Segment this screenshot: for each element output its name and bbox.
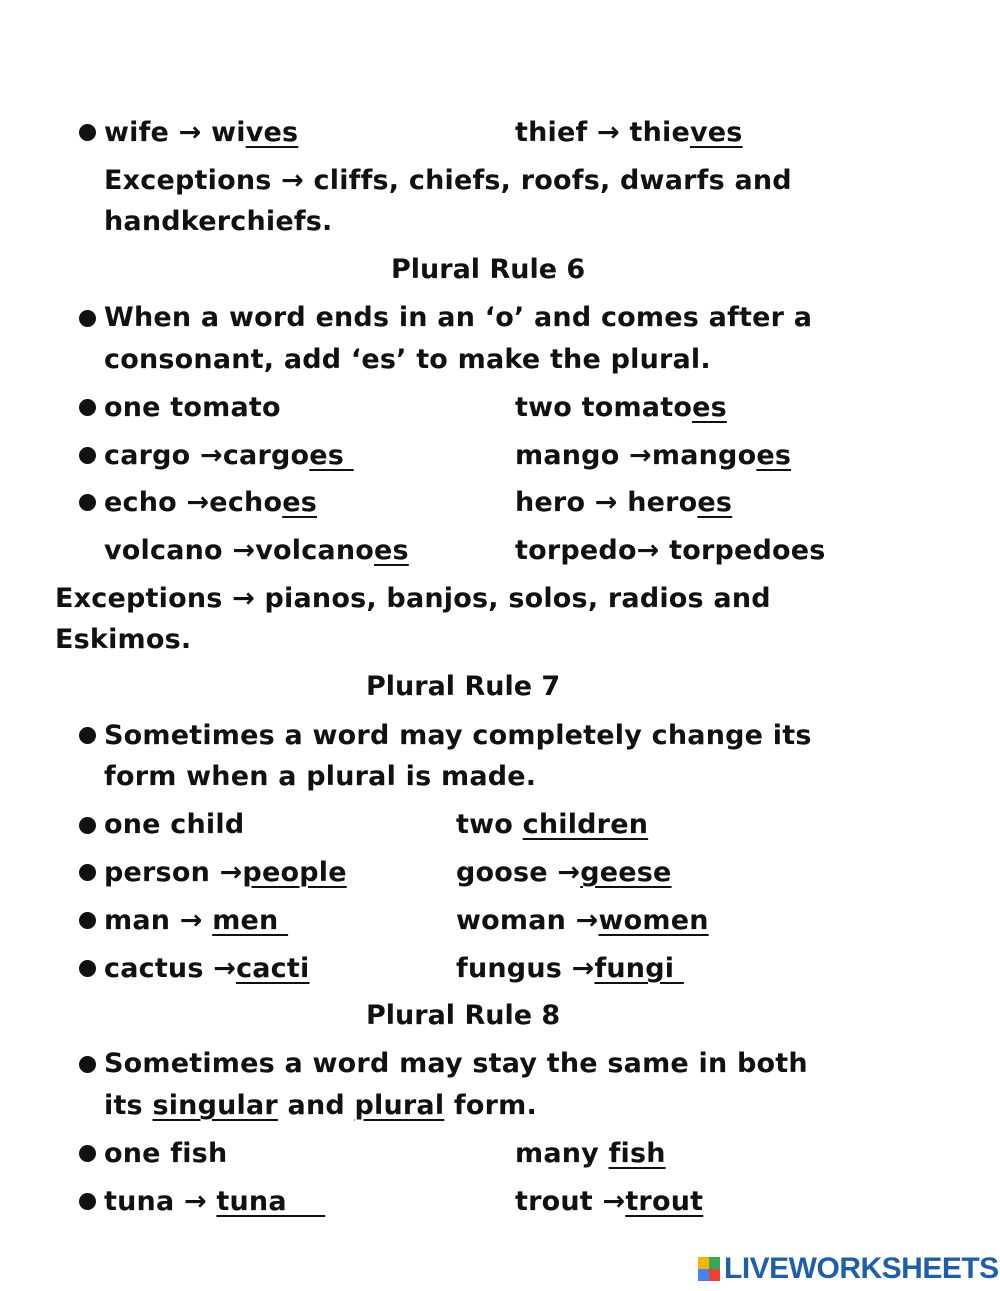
plural-answer: tuna xyxy=(216,1186,326,1217)
brand-name: LIVEWORKSHEETS xyxy=(724,1252,999,1285)
example-singular: goose → xyxy=(456,857,581,888)
example-singular: volcano →volcano xyxy=(104,535,375,566)
example-singular: woman → xyxy=(456,905,599,936)
example-right xyxy=(515,116,743,150)
plural-answer: fish xyxy=(608,1138,666,1169)
plural-answer: geese xyxy=(580,857,672,888)
plural-answer: men xyxy=(212,905,289,936)
rule-description: its singular and plural form. xyxy=(104,1090,537,1121)
plural-answer: cacti xyxy=(236,953,310,984)
bullet xyxy=(79,1193,96,1210)
example-right: torpedo→ torpedoes xyxy=(515,535,826,566)
example-right xyxy=(515,1137,666,1171)
example-left xyxy=(104,856,347,890)
example-right xyxy=(456,952,684,986)
example-left xyxy=(104,534,409,568)
bullet xyxy=(79,960,96,977)
plural-suffix: es xyxy=(374,535,409,566)
plural-suffix: es xyxy=(692,392,727,423)
example-singular: hero → hero xyxy=(515,487,698,518)
example-singular: two tomato xyxy=(515,392,693,423)
plural-suffix: es xyxy=(756,440,792,471)
example-left xyxy=(104,486,317,520)
example-singular: two xyxy=(456,809,523,840)
bullet xyxy=(79,817,96,834)
example-right xyxy=(456,856,672,890)
bullet xyxy=(79,399,96,416)
exceptions-text: Eskimos. xyxy=(55,624,192,655)
example-right xyxy=(515,439,791,473)
plural-suffix: ves xyxy=(689,117,743,148)
bullet xyxy=(79,310,96,327)
example-row xyxy=(104,116,298,150)
plural-suffix: ves xyxy=(245,117,299,148)
example-left xyxy=(104,1185,325,1219)
example-left xyxy=(104,904,288,938)
section-title: Plural Rule 7 xyxy=(366,671,561,702)
plural-answer: fungi xyxy=(594,953,684,984)
rule-description: form when a plural is made. xyxy=(104,761,537,792)
example-singular: cargo →cargo xyxy=(104,440,310,471)
keyword-singular: singular xyxy=(152,1090,278,1121)
plural-answer: women xyxy=(598,905,709,936)
rule-description: When a word ends in an ‘o’ and comes after a xyxy=(104,302,813,333)
exceptions-text: handkerchiefs. xyxy=(104,206,333,237)
bullet xyxy=(79,1056,96,1073)
example-singular: wife → wi xyxy=(104,117,246,148)
example-singular: man → xyxy=(104,905,213,936)
keyword-plural: plural xyxy=(354,1090,445,1121)
example-singular: many xyxy=(515,1138,609,1169)
bullet xyxy=(79,447,96,464)
plural-suffix: es xyxy=(309,440,354,471)
exceptions-text: Exceptions → pianos, banjos, solos, radios and xyxy=(55,583,771,614)
bullet xyxy=(79,727,96,744)
example-right xyxy=(515,391,727,425)
example-right xyxy=(515,486,732,520)
example-left xyxy=(104,439,354,473)
rule-description: Sometimes a word may stay the same in both xyxy=(104,1048,808,1079)
plural-answer: children xyxy=(522,809,649,840)
example-right xyxy=(456,808,648,842)
exceptions-text: Exceptions → cliffs, chiefs, roofs, dwarfs and xyxy=(104,165,792,196)
example-singular: echo →echo xyxy=(104,487,283,518)
liveworksheets-logo xyxy=(698,1252,999,1286)
example-right xyxy=(456,904,709,938)
example-left xyxy=(104,952,309,986)
section-title: Plural Rule 6 xyxy=(391,254,586,285)
example-singular: mango →mango xyxy=(515,440,757,471)
plural-answer: people xyxy=(242,857,347,888)
plural-suffix: es xyxy=(697,487,733,518)
example-right xyxy=(515,1185,703,1219)
bullet xyxy=(79,1145,96,1162)
bullet xyxy=(79,864,96,881)
rule-description: consonant, add ‘es’ to make the plural. xyxy=(104,344,711,375)
example-left: one tomato xyxy=(104,392,281,423)
bullet xyxy=(79,912,96,929)
brand-mark-icon xyxy=(698,1257,720,1281)
bullet xyxy=(79,124,96,141)
example-singular: person → xyxy=(104,857,243,888)
example-singular: cactus → xyxy=(104,953,237,984)
rule-description: Sometimes a word may completely change its xyxy=(104,720,812,751)
example-singular: thief → thie xyxy=(515,117,690,148)
example-singular: trout → xyxy=(515,1186,626,1217)
example-singular: fungus → xyxy=(456,953,595,984)
bullet xyxy=(79,494,96,511)
section-title: Plural Rule 8 xyxy=(366,1000,561,1031)
example-left: one fish xyxy=(104,1138,228,1169)
example-left: one child xyxy=(104,809,245,840)
plural-suffix: es xyxy=(282,487,317,518)
example-singular: tuna → xyxy=(104,1186,217,1217)
plural-answer: trout xyxy=(625,1186,704,1217)
